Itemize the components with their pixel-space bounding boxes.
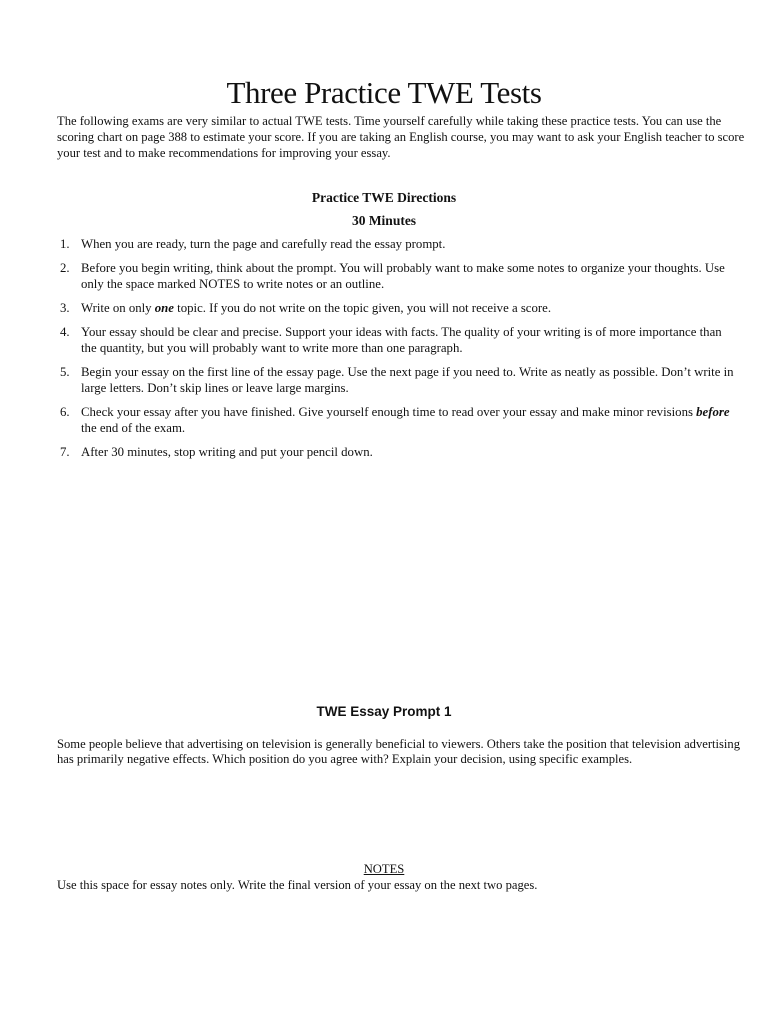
direction-step-5 [60,364,740,396]
step-text-after: topic. If you do not write on the topic given, you will not receive a score. [173,301,552,315]
step-number: 7. [60,445,70,459]
step-number: 4. [60,325,70,339]
prompt-heading: TWE Essay Prompt 1 [316,704,452,719]
page-title: Three Practice TWE Tests [226,75,542,110]
notes-instructions: Use this space for essay notes only. Write the final version of your essay on the next two pages. [57,878,538,892]
direction-step-7 [60,444,740,460]
notes-heading: NOTES [363,862,405,876]
direction-step-2 [60,260,740,292]
directions-heading: Practice TWE Directions [311,190,457,205]
step-number: 5. [60,365,70,379]
step-number: 3. [60,301,70,315]
intro-paragraph: The following exams are very similar to actual TWE tests. Time yourself carefully while taking these practice tests. You can use the scoring chart on page 388 to estimate your score. If you are taking an English course, you may want to ask your English teacher to score your test and to make recommendations for improving your essay. [57,114,745,160]
directions-time-limit: 30 Minutes [351,213,417,228]
direction-step-3 [60,300,740,316]
step-number: 1. [60,237,70,251]
step-text: Your essay should be clear and precise. Support your ideas with facts. The quality of your writing is of more importance than the quantity, but you will probably want to write more than one paragraph. [81,325,722,355]
prompt-text: Some people believe that advertising on television is generally beneficial to viewers. Others take the position that television advertising has primarily negative effects. Which position do you agree with? Explain your decision, using specific examples. [57,737,741,766]
step-text-before: Check your essay after you have finished. Give yourself enough time to read over your essay and make minor revisions [81,405,697,419]
step-text: After 30 minutes, stop writing and put your pencil down. [81,445,373,459]
step-text: Begin your essay on the first line of the essay page. Use the next page if you need to. Write as neatly as possible. Don’t write in large letters. Don’t skip lines or leave large margins. [81,365,734,395]
direction-step-1 [60,236,740,252]
directions-list [60,236,740,468]
step-text-after: the end of the exam. [81,421,186,435]
step-text: Before you begin writing, think about the prompt. You will probably want to make some notes to organize your thoughts. Use only the space marked NOTES to write notes or an outline. [81,261,725,291]
step-text-before: Write on only [81,301,155,315]
step-text: When you are ready, turn the page and carefully read the essay prompt. [81,237,446,251]
step-number: 6. [60,405,70,419]
step-emphasis: before [696,405,730,419]
step-emphasis: one [154,301,174,315]
direction-step-6 [60,404,740,436]
direction-step-4 [60,324,740,356]
step-number: 2. [60,261,70,275]
